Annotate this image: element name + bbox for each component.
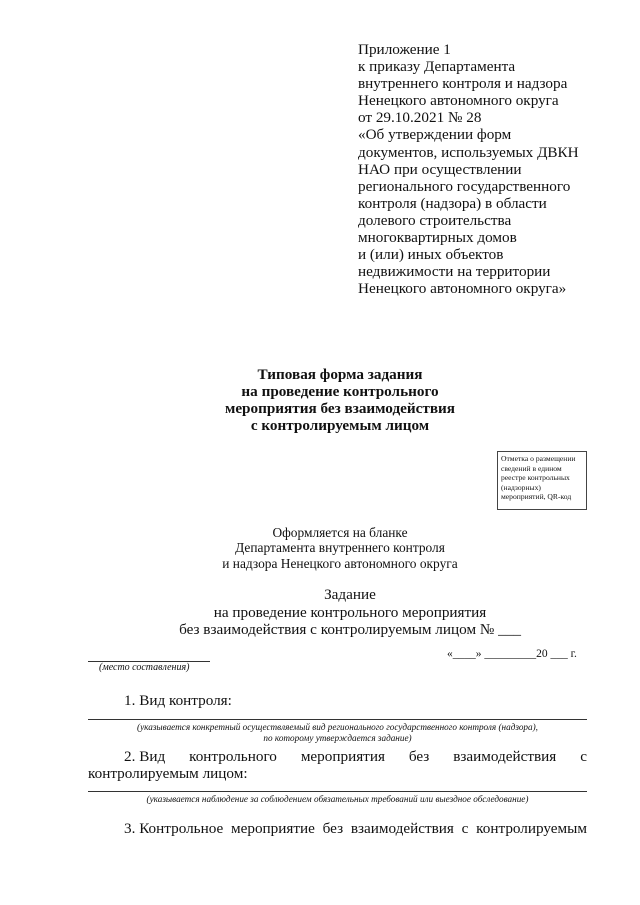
- letterhead-line: и надзора Ненецкого автономного округа: [222, 555, 458, 571]
- appendix-line: долевого строительства: [358, 211, 512, 229]
- item-3-word: 3. Контрольное: [124, 820, 224, 837]
- item-3-word: мероприятие: [231, 820, 315, 837]
- item-2-caption: (указывается наблюдение за соблюдением обязательных требований или выездное обследование): [146, 794, 529, 804]
- form-title-line: Типовая форма задания: [257, 366, 423, 383]
- item-2-blank-line: [88, 791, 587, 792]
- letterhead-note: [140, 525, 540, 571]
- letterhead-line: Оформляется на бланке: [272, 525, 408, 540]
- item-2-word: без: [408, 748, 430, 765]
- item-2-word: мероприятия: [300, 748, 385, 765]
- date-field: «____» _________20 ___ г.: [447, 648, 577, 660]
- appendix-line: документов, используемых ДВКН: [358, 143, 579, 161]
- item-3-word: контролируемым: [476, 820, 587, 837]
- stamp-line: реестре контрольных: [501, 473, 570, 483]
- item-1-blank-line: [88, 719, 587, 720]
- item-2-word: взаимодействия: [453, 748, 557, 765]
- item-1-caption-line: (указывается конкретный осуществляемый вид регионального государственного контроля (надзора),: [137, 722, 538, 732]
- appendix-line: и (или) иных объектов: [358, 246, 504, 264]
- appendix-line: регионального государственного: [358, 177, 571, 195]
- item-2-line-1: [124, 748, 587, 765]
- appendix-header: [358, 41, 628, 297]
- stamp-line: Отметка о размещении: [501, 454, 576, 463]
- item-1-caption-line: по которому утверждается задание): [263, 733, 412, 743]
- item-2-word: 2. Вид: [124, 748, 166, 765]
- form-title-line: с контролируемым лицом: [250, 417, 430, 435]
- appendix-line: Приложение 1: [358, 41, 451, 58]
- appendix-line: Ненецкого автономного округа: [358, 92, 559, 110]
- item-2-word: с: [580, 748, 587, 765]
- appendix-line: контроля (надзора) в области: [358, 194, 547, 212]
- appendix-line: внутреннего контроля и надзора: [358, 75, 568, 93]
- letterhead-line: Департамента внутреннего контроля: [235, 540, 445, 556]
- stamp-line: сведений в едином: [501, 463, 562, 473]
- registry-stamp-box: [497, 451, 587, 510]
- appendix-line: к приказу Департамента: [358, 58, 516, 76]
- task-title-line: Задание: [324, 586, 376, 603]
- item-1-caption: [88, 722, 587, 744]
- task-title-line: на проведение контрольного мероприятия: [213, 603, 487, 621]
- appendix-line: НАО при осуществлении: [358, 160, 522, 178]
- item-3-line-1: [124, 820, 587, 837]
- stamp-line: мероприятий, QR-код: [501, 492, 572, 502]
- stamp-line: (надзорных): [501, 482, 541, 492]
- place-caption: (место составления): [99, 662, 190, 673]
- form-title-line: мероприятия без взаимодействия: [224, 400, 456, 418]
- item-3-word: взаимодействия: [350, 820, 454, 837]
- task-title: [110, 586, 590, 639]
- appendix-line: от 29.10.2021 № 28: [358, 109, 482, 127]
- appendix-line: «Об утверждении форм: [358, 126, 512, 144]
- appendix-line: Ненецкого автономного округа»: [358, 280, 567, 298]
- item-2-word: контрольного: [189, 748, 277, 765]
- appendix-line: многоквартирных домов: [358, 229, 517, 247]
- item-3-word: с: [461, 820, 469, 837]
- form-title: [150, 366, 530, 434]
- appendix-line: недвижимости на территории: [358, 263, 551, 281]
- item-3-word: без: [322, 820, 344, 837]
- item-2-line-2: контролируемым лицом:: [88, 765, 248, 782]
- form-title-line: на проведение контрольного: [241, 383, 439, 401]
- item-1-label: 1. Вид контроля:: [124, 692, 232, 709]
- task-title-line: без взаимодействия с контролируемым лицом № ___: [179, 621, 521, 639]
